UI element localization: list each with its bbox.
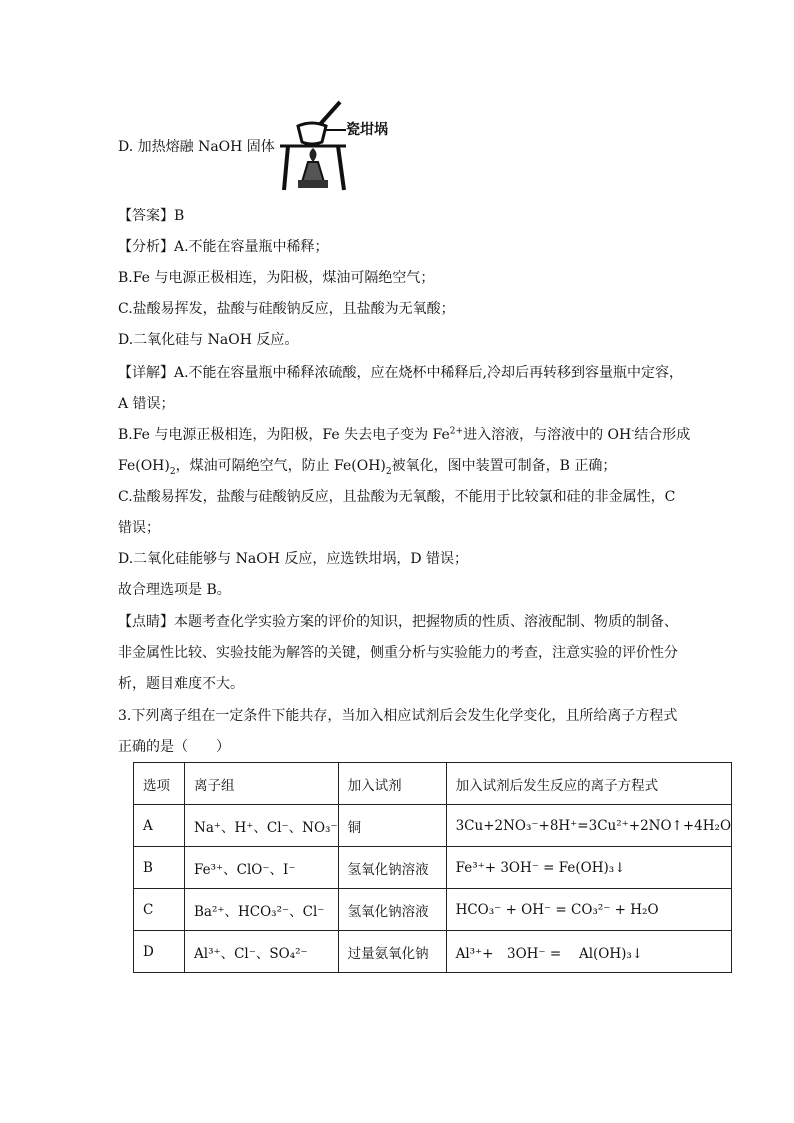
question-3: 正确的是（ ）: [118, 739, 230, 755]
equation-cell: Fe³⁺+ 3OH⁻ = Fe(OH)₃↓: [446, 847, 731, 889]
table-row: [134, 805, 732, 847]
detail-line: A 错误；: [118, 396, 175, 412]
table-row: [134, 847, 732, 889]
header-cell: 加入试剂: [338, 763, 446, 805]
detail-line: 故合理选项是 B。: [118, 582, 231, 598]
detail-line: C.盐酸易挥发，盐酸与硅酸钠反应，且盐酸为无氧酸，不能用于比较氯和硅的非金属性，C: [118, 489, 676, 505]
option-cell: C: [134, 889, 185, 931]
table-row: [134, 931, 732, 973]
analysis-line: B.Fe 与电源正极相连，为阳极，煤油可隔绝空气；: [118, 270, 435, 286]
reagent-cell: 铜: [338, 805, 446, 847]
reagent-cell: 氢氧化钠溶液: [338, 889, 446, 931]
comment-line: 非金属性比较、实验技能为解答的关键，侧重分析与实验能力的考查，注意实验的评价性分: [118, 645, 678, 661]
reagent-cell: 过量氨氧化钠: [338, 931, 446, 973]
ions-cell: Al³⁺、Cl⁻、SO₄²⁻: [185, 931, 339, 973]
detail-line: $Fe(OH)_2$，煤油可隔绝空气，防止 $Fe(OH)_2$被氧化，图中装置可制备，B 正确；: [118, 458, 617, 477]
header-cell: 加入试剂后发生反应的离子方程式: [446, 763, 731, 805]
header-cell: 离子组: [185, 763, 339, 805]
analysis-line: C.盐酸易挥发，盐酸与硅酸钠反应，且盐酸为无氧酸；: [118, 301, 455, 317]
option-cell: D: [134, 931, 185, 973]
option-cell: A: [134, 805, 185, 847]
table-row: [134, 889, 732, 931]
ions-cell: Fe³⁺、ClO⁻、I⁻: [185, 847, 339, 889]
detail-line: B.Fe 与电源正极相连，为阳极，Fe 失去电子变为 $Fe^{2+}$进入溶液，与溶液中的 OH-结合形成: [118, 426, 691, 443]
detail-line: 【详解】A.不能在容量瓶中稀释浓硫酸，应在烧杯中稀释后,冷却后再转移到容量瓶中定容，: [118, 365, 684, 381]
equation-cell: HCO₃⁻ + OH⁻ = CO₃²⁻ + H₂O: [446, 889, 731, 931]
analysis-line: D.二氧化硅与 NaOH 反应。: [118, 332, 299, 348]
detail-line: 错误；: [118, 520, 160, 536]
detail-line: D.二氧化硅能够与 NaOH 反应，应选铁坩埚，D 错误；: [118, 551, 469, 567]
crucible-apparatus-figure: [276, 96, 426, 196]
answer: 【答案】B: [118, 208, 185, 224]
ions-cell: Na⁺、H⁺、Cl⁻、NO₃⁻: [185, 805, 339, 847]
comment-line: 析，题目难度不大。: [118, 676, 244, 692]
question-3: 3.下列离子组在一定条件下能共存，当加入相应试剂后会发生化学变化，且所给离子方程式: [118, 708, 678, 724]
ion-table: [133, 762, 732, 973]
header-cell: 选项: [134, 763, 185, 805]
comment-line: 【点睛】本题考查化学实验方案的评价的知识，把握物质的性质、溶液配制、物质的制备、: [118, 614, 678, 630]
reagent-cell: 氢氧化钠溶液: [338, 847, 446, 889]
equation-cell: 3Cu+2NO₃⁻+8H⁺=3Cu²⁺+2NO↑+4H₂O: [446, 805, 731, 847]
option-cell: B: [134, 847, 185, 889]
analysis-line: 【分析】A.不能在容量瓶中稀释；: [118, 239, 329, 255]
option-d-label: D. 加热熔融 NaOH 固体: [118, 139, 275, 155]
equation-cell: Al³⁺+ 3OH⁻ = Al(OH)₃↓: [446, 931, 731, 973]
table-header-row: [134, 763, 732, 805]
crucible-label: [346, 121, 388, 138]
svg-text:瓷坩埚: 瓷坩埚: [346, 122, 388, 138]
ions-cell: Ba²⁺、HCO₃²⁻、Cl⁻: [185, 889, 339, 931]
